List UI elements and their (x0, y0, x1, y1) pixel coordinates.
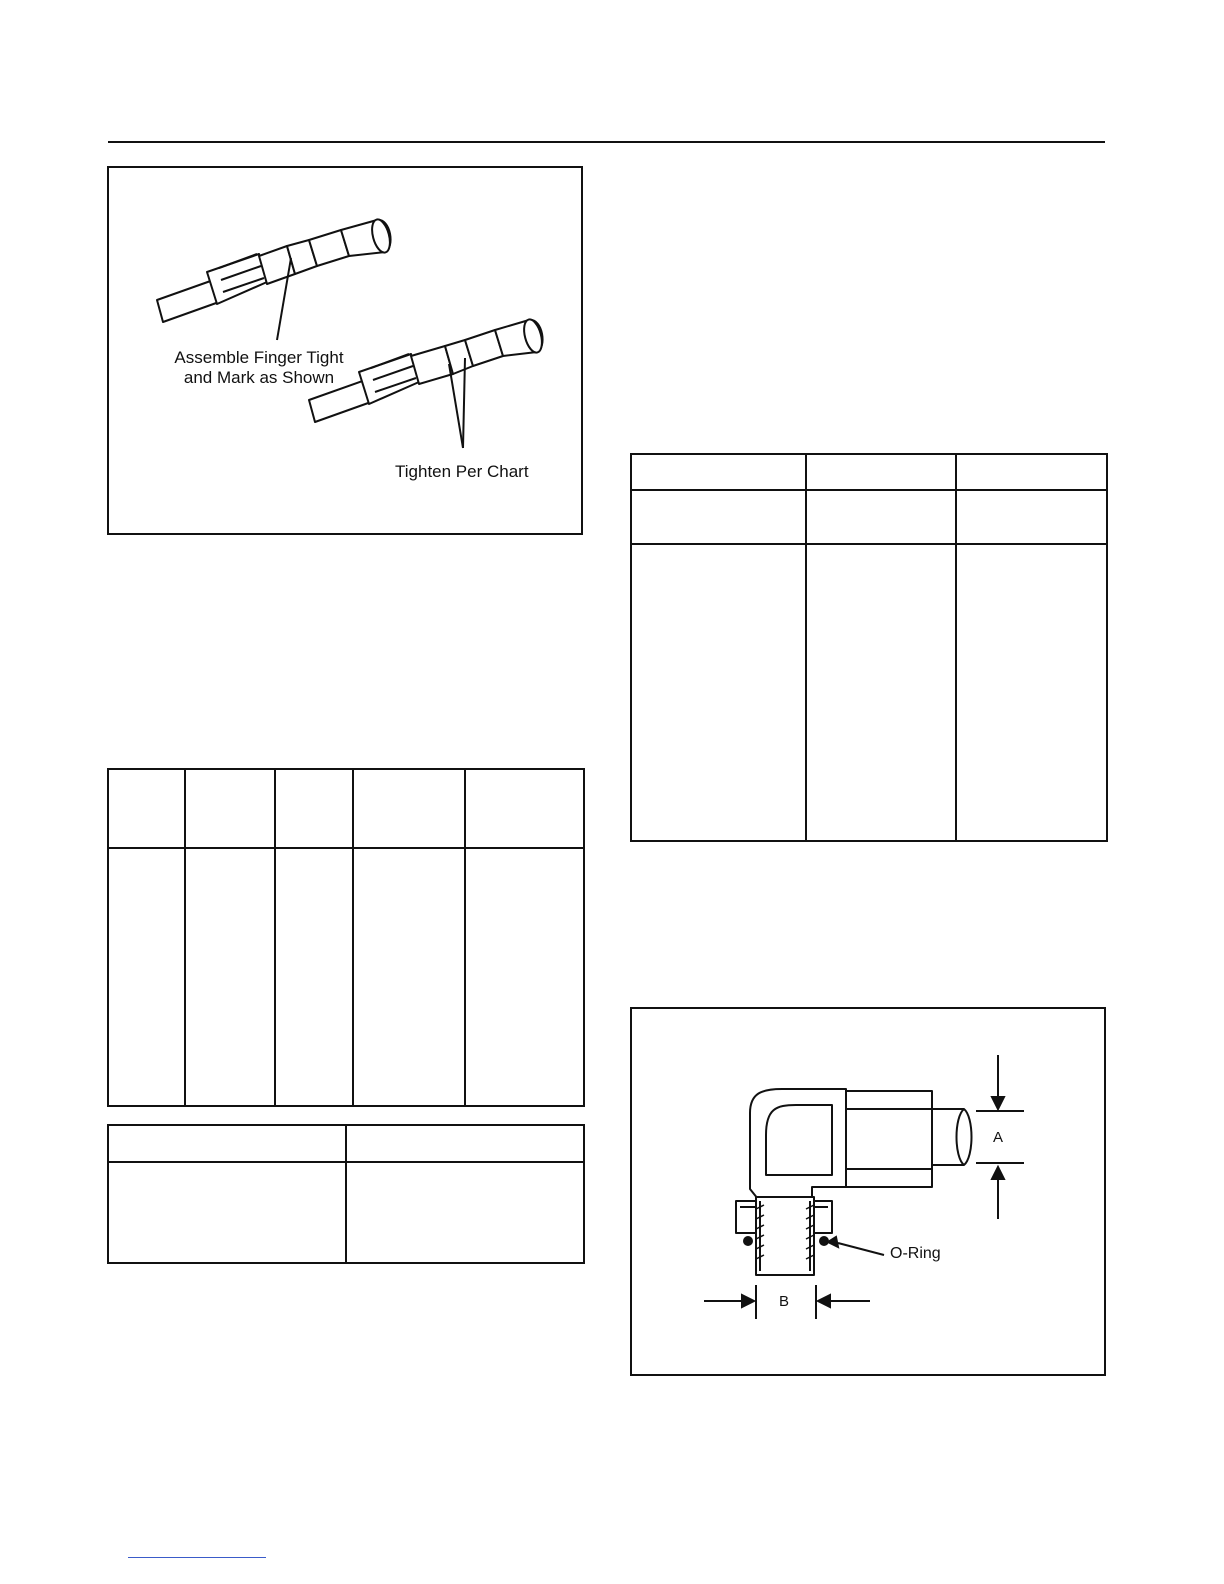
upper-hose (157, 278, 219, 322)
callout-finger-tight-line2: and Mark as Shown (183, 368, 335, 387)
threaded-stem (756, 1197, 814, 1275)
table-body-cell (185, 848, 275, 1106)
table-subheader-cell (631, 490, 806, 544)
figure-elbow-oring (630, 1007, 1106, 1376)
callout-finger-tight-line1: Assemble Finger Tight (174, 348, 344, 367)
footer-link-rule (128, 1557, 266, 1558)
oring-right (819, 1236, 829, 1246)
table-body-cell (275, 848, 353, 1106)
table-header-cell (108, 769, 185, 848)
table-body-cell (806, 544, 956, 841)
table-body-cell (108, 1162, 346, 1263)
table-body-cell (108, 848, 185, 1106)
table-body-cell (346, 1162, 584, 1263)
table-header-cell (465, 769, 584, 848)
label-dimension-a: A (993, 1129, 1004, 1146)
callout-tighten-per-chart: Tighten Per Chart (395, 462, 529, 481)
callout-finger-tight (159, 348, 359, 388)
table-header-cell (631, 454, 806, 490)
table-body-cell (956, 544, 1107, 841)
table-header-cell (346, 1125, 584, 1162)
table-header-cell (353, 769, 465, 848)
table-body-cell (465, 848, 584, 1106)
table-body-cell (631, 544, 806, 841)
elbow-illustration (632, 1009, 1104, 1374)
torque-table-left (107, 768, 585, 1107)
header-rule (108, 141, 1105, 143)
table-subheader-cell (956, 490, 1107, 544)
table-header-cell (806, 454, 956, 490)
table-header-cell (956, 454, 1107, 490)
torque-table-right (630, 453, 1108, 842)
figure-fitting (107, 166, 583, 535)
label-dimension-b: B (779, 1293, 790, 1310)
table-header-cell (108, 1125, 346, 1162)
tube-a (932, 1109, 972, 1165)
table-header-cell (275, 769, 353, 848)
spec-table-left (107, 1124, 585, 1264)
table-body-cell (353, 848, 465, 1106)
oring-left (743, 1236, 753, 1246)
label-oring: O-Ring (890, 1245, 941, 1262)
table-header-cell (185, 769, 275, 848)
table-subheader-cell (806, 490, 956, 544)
